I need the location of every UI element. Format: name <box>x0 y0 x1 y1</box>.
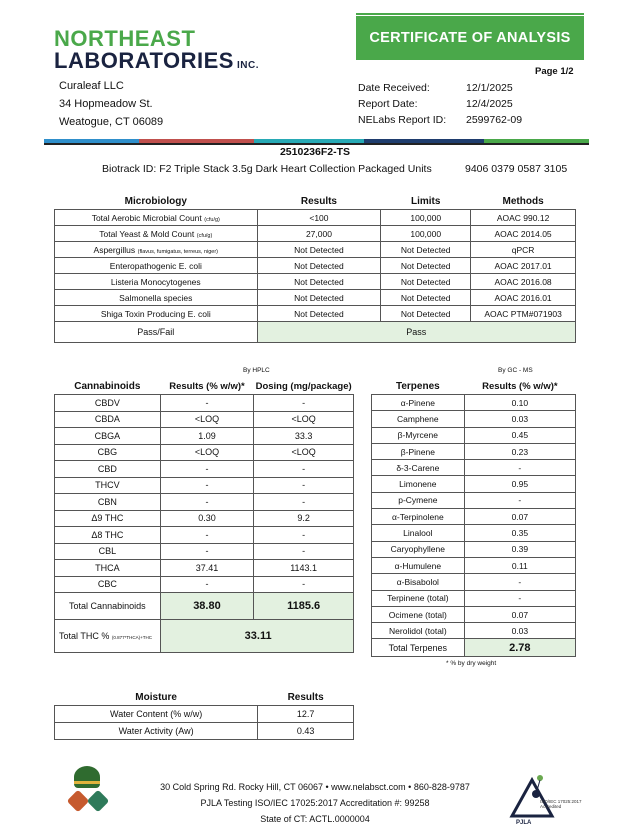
terpene-name: α-Bisabolol <box>372 574 465 590</box>
microbiology-table <box>54 194 576 343</box>
table-row <box>372 557 576 573</box>
cannabinoid-result: - <box>160 477 254 494</box>
cannabinoid-result: <LOQ <box>160 444 254 461</box>
table-row <box>55 494 354 511</box>
report-id-value: 2599762-09 <box>466 114 523 126</box>
cannabinoid-name: Δ8 THC <box>55 527 161 544</box>
table-row <box>372 541 576 557</box>
table-row <box>55 461 354 478</box>
micro-analyte-unit: (flavus, fumigatus, terreus, niger) <box>137 248 219 255</box>
micro-limit: 100,000 <box>381 210 471 226</box>
table-row <box>55 242 576 258</box>
terpene-header-name: Terpenes <box>395 380 440 392</box>
micro-method: AOAC PTM#071903 <box>471 306 576 322</box>
terpene-result: 0.07 <box>464 509 575 525</box>
terpene-result: - <box>464 460 575 476</box>
cannabinoid-name: THCV <box>55 477 161 494</box>
terpene-result: 0.95 <box>464 476 575 492</box>
hplc-note: By HPLC <box>243 367 270 374</box>
table-row <box>55 290 576 306</box>
cannabinoid-result: - <box>160 461 254 478</box>
cannabinoid-result: 37.41 <box>160 560 254 577</box>
micro-method: AOAC 2016.08 <box>471 274 576 290</box>
micro-limit: Not Detected <box>381 274 471 290</box>
table-row <box>372 395 576 411</box>
table-row <box>372 574 576 590</box>
micro-analyte-cell <box>55 274 258 290</box>
biotrack-desc: F2 Triple Stack 3.5g Dark Heart Collection Packaged Units <box>159 163 432 175</box>
certification-badge-right <box>87 790 110 813</box>
dry-weight-note: * % by dry weight <box>446 660 497 667</box>
cannabinoid-result: - <box>160 543 254 560</box>
micro-analyte-name: Aspergillus <box>93 244 136 255</box>
micro-limit: Not Detected <box>381 242 471 258</box>
terpene-name: Terpinene (total) <box>372 590 465 606</box>
moisture-result: 0.43 <box>258 723 354 740</box>
micro-analyte-name: Total Yeast & Mold Count <box>99 228 195 239</box>
date-received-label: Date Received: <box>358 82 430 94</box>
report-id-label: NELabs Report ID: <box>358 114 447 126</box>
cannabinoid-dosing: - <box>254 494 354 511</box>
terpene-name: p-Cymene <box>372 492 465 508</box>
certification-badge-ribbon <box>74 781 100 784</box>
terpene-name: β-Myrcene <box>372 427 465 443</box>
table-row <box>55 258 576 274</box>
moisture-header-name: Moisture <box>135 691 177 703</box>
micro-result: 27,000 <box>257 226 381 242</box>
total-thc-label: Total THC % <box>59 631 110 641</box>
footer-accreditation: PJLA Testing ISO/IEC 17025:2017 Accreditation #: 99258 <box>200 798 430 808</box>
cannabinoid-dosing: - <box>254 527 354 544</box>
total-thc-formula: (0.877*THCA)+THC <box>111 635 153 640</box>
page-number: Page 1/2 <box>535 66 574 77</box>
cannabinoid-dosing: - <box>254 543 354 560</box>
biotrack-number: 9406 0379 0587 3105 <box>465 163 568 175</box>
terpene-result: 0.39 <box>464 541 575 557</box>
table-row <box>372 492 576 508</box>
micro-result: Not Detected <box>257 306 381 322</box>
logo-name: LABORATORIES <box>54 48 234 73</box>
sample-id: 2510236F2-TS <box>279 146 351 158</box>
footer-address: 30 Cold Spring Rd. Rocky Hill, CT 06067 • www.nelabsct.com • 860-828-9787 <box>160 782 470 792</box>
micro-analyte-name: Listeria Monocytogenes <box>110 276 201 287</box>
table-row <box>55 706 354 723</box>
terpene-result: - <box>464 590 575 606</box>
terpene-result: - <box>464 492 575 508</box>
cannabinoid-name: CBN <box>55 494 161 511</box>
micro-result: Not Detected <box>257 258 381 274</box>
cannabinoid-name: CBGA <box>55 428 161 445</box>
table-row <box>372 460 576 476</box>
terpene-result: 0.03 <box>464 411 575 427</box>
table-row <box>55 527 354 544</box>
cannabinoid-name: CBL <box>55 543 161 560</box>
report-date-value: 12/4/2025 <box>466 98 513 110</box>
gcms-note: By GC - MS <box>498 367 533 374</box>
table-row <box>55 411 354 428</box>
logo-inc: INC. <box>236 60 259 71</box>
cannabinoid-result: - <box>160 576 254 593</box>
micro-result: Not Detected <box>257 274 381 290</box>
micro-analyte-unit: (cfu/g) <box>196 232 213 239</box>
table-row <box>55 395 354 412</box>
title-accent-line <box>356 13 584 15</box>
cannabinoid-result: - <box>160 527 254 544</box>
moisture-name: Water Content (% w/w) <box>55 706 258 723</box>
terpene-result: 0.35 <box>464 525 575 541</box>
moisture-header-results: Results <box>287 691 324 703</box>
total-cannabinoids-dosing: 1185.6 <box>254 593 354 620</box>
cannabinoid-dosing: - <box>254 477 354 494</box>
table-row <box>55 560 354 577</box>
footer-state: State of CT: ACTL.0000004 <box>260 814 370 824</box>
micro-header-name: Microbiology <box>124 196 187 207</box>
table-row <box>55 723 354 740</box>
client-name: Curaleaf LLC <box>59 80 124 92</box>
micro-limit: Not Detected <box>381 306 471 322</box>
total-thc-label-cell <box>55 620 161 653</box>
terpene-name: α-Humulene <box>372 557 465 573</box>
cannabinoid-header-dosing: Dosing (mg/package) <box>255 380 352 392</box>
micro-analyte-name: Enteropathogenic E. coli <box>109 260 202 271</box>
terpene-header-results: Results (% w/w)* <box>482 380 558 392</box>
micro-analyte-cell <box>55 242 258 258</box>
certification-badge-left <box>67 790 90 813</box>
micro-method: AOAC 990.12 <box>471 210 576 226</box>
cannabinoid-name: CBDA <box>55 411 161 428</box>
cannabinoid-dosing: 33.3 <box>254 428 354 445</box>
cannabinoid-name: CBG <box>55 444 161 461</box>
terpene-result: 0.45 <box>464 427 575 443</box>
passfail-label: Pass/Fail <box>55 322 258 343</box>
micro-limit: 100,000 <box>381 226 471 242</box>
cannabinoid-result: - <box>160 494 254 511</box>
client-city: Weatogue, CT 06089 <box>59 116 164 128</box>
table-row <box>55 210 576 226</box>
total-cannabinoids-label: Total Cannabinoids <box>55 593 161 620</box>
logo-line2 <box>54 48 259 74</box>
cannabinoid-dosing: 9.2 <box>254 510 354 527</box>
table-row <box>55 477 354 494</box>
logo-line1: NORTHEAST <box>54 26 196 51</box>
total-thc-value: 33.11 <box>160 620 353 653</box>
terpene-result: 0.03 <box>464 623 575 639</box>
table-row <box>372 443 576 459</box>
terpene-name: α-Pinene <box>372 395 465 411</box>
micro-analyte-cell <box>55 258 258 274</box>
table-row <box>372 411 576 427</box>
cannabinoid-dosing: <LOQ <box>254 411 354 428</box>
biotrack-line <box>102 163 432 175</box>
micro-analyte-name: Shiga Toxin Producing E. coli <box>100 308 211 319</box>
client-street: 34 Hopmeadow St. <box>59 98 153 110</box>
micro-analyte-cell <box>55 290 258 306</box>
terpene-result: 0.07 <box>464 606 575 622</box>
micro-result: <100 <box>257 210 381 226</box>
table-row <box>372 606 576 622</box>
cannabinoid-name: CBC <box>55 576 161 593</box>
cannabinoid-name: CBDV <box>55 395 161 412</box>
divider-line <box>44 143 589 145</box>
total-terpenes-value: 2.78 <box>464 639 575 657</box>
cannabinoid-dosing: - <box>254 395 354 412</box>
passfail-value: Pass <box>257 322 575 343</box>
table-row <box>372 590 576 606</box>
table-row <box>55 510 354 527</box>
table-row <box>372 509 576 525</box>
cannabinoid-name: CBD <box>55 461 161 478</box>
micro-limit: Not Detected <box>381 290 471 306</box>
micro-result: Not Detected <box>257 290 381 306</box>
cannabinoid-name: THCA <box>55 560 161 577</box>
total-cannabinoids-result: 38.80 <box>160 593 254 620</box>
terpene-result: 0.23 <box>464 443 575 459</box>
report-date-label: Report Date: <box>358 98 418 110</box>
cannabinoid-dosing: - <box>254 461 354 478</box>
cannabinoid-result: 1.09 <box>160 428 254 445</box>
cannabinoid-header-name: Cannabinoids <box>74 380 141 392</box>
cannabinoid-result: - <box>160 395 254 412</box>
certificate-title: CERTIFICATE OF ANALYSIS <box>356 16 584 60</box>
cannabinoid-dosing: <LOQ <box>254 444 354 461</box>
certification-badge-top <box>74 766 100 788</box>
micro-analyte-cell <box>55 306 258 322</box>
cannabinoid-result: <LOQ <box>160 411 254 428</box>
terpene-name: Nerolidol (total) <box>372 623 465 639</box>
cannabinoid-result: 0.30 <box>160 510 254 527</box>
terpene-result: - <box>464 574 575 590</box>
terpene-name: α-Terpinolene <box>372 509 465 525</box>
terpene-result: 0.10 <box>464 395 575 411</box>
cannabinoid-dosing: 1143.1 <box>254 560 354 577</box>
micro-method: AOAC 2014.05 <box>471 226 576 242</box>
table-row <box>55 576 354 593</box>
micro-analyte-unit: (cfu/g) <box>204 216 220 223</box>
terpene-name: Limonene <box>372 476 465 492</box>
terpene-name: Linalool <box>372 525 465 541</box>
terpene-name: Camphene <box>372 411 465 427</box>
micro-analyte-cell <box>55 210 258 226</box>
moisture-result: 12.7 <box>258 706 354 723</box>
pjla-text: PJLA <box>516 820 532 826</box>
micro-result: Not Detected <box>257 242 381 258</box>
table-row <box>55 306 576 322</box>
table-row <box>55 274 576 290</box>
terpene-result: 0.11 <box>464 557 575 573</box>
moisture-table <box>54 689 354 740</box>
total-terpenes-label: Total Terpenes <box>372 639 465 657</box>
terpenes-table <box>371 378 576 657</box>
cannabinoid-header-results: Results (% w/w)* <box>169 380 245 392</box>
cannabinoids-table <box>54 378 354 653</box>
terpene-name: β-Pinene <box>372 443 465 459</box>
table-row <box>372 623 576 639</box>
micro-method: AOAC 2016.01 <box>471 290 576 306</box>
moisture-name: Water Activity (Aw) <box>55 723 258 740</box>
micro-header-methods: Methods <box>502 196 544 207</box>
biotrack-label: Biotrack ID: <box>102 163 157 175</box>
micro-analyte-cell <box>55 226 258 242</box>
table-row <box>55 226 576 242</box>
table-row <box>55 444 354 461</box>
cannabinoid-name: Δ9 THC <box>55 510 161 527</box>
iso-seal-text: ISO/IEC 17025:2017 Accredited <box>540 799 582 809</box>
table-row <box>55 428 354 445</box>
table-row <box>372 525 576 541</box>
micro-method: qPCR <box>471 242 576 258</box>
table-row <box>372 476 576 492</box>
micro-limit: Not Detected <box>381 258 471 274</box>
terpene-name: Ocimene (total) <box>372 606 465 622</box>
table-row <box>372 427 576 443</box>
micro-analyte-name: Total Aerobic Microbial Count <box>91 212 202 223</box>
date-received-value: 12/1/2025 <box>466 82 513 94</box>
terpene-name: Caryophyllene <box>372 541 465 557</box>
micro-analyte-name: Salmonella species <box>119 292 193 303</box>
table-row <box>55 543 354 560</box>
micro-method: AOAC 2017.01 <box>471 258 576 274</box>
micro-header-results: Results <box>300 196 337 207</box>
cannabinoid-dosing: - <box>254 576 354 593</box>
micro-header-limits: Limits <box>411 196 441 207</box>
terpene-name: δ-3-Carene <box>372 460 465 476</box>
